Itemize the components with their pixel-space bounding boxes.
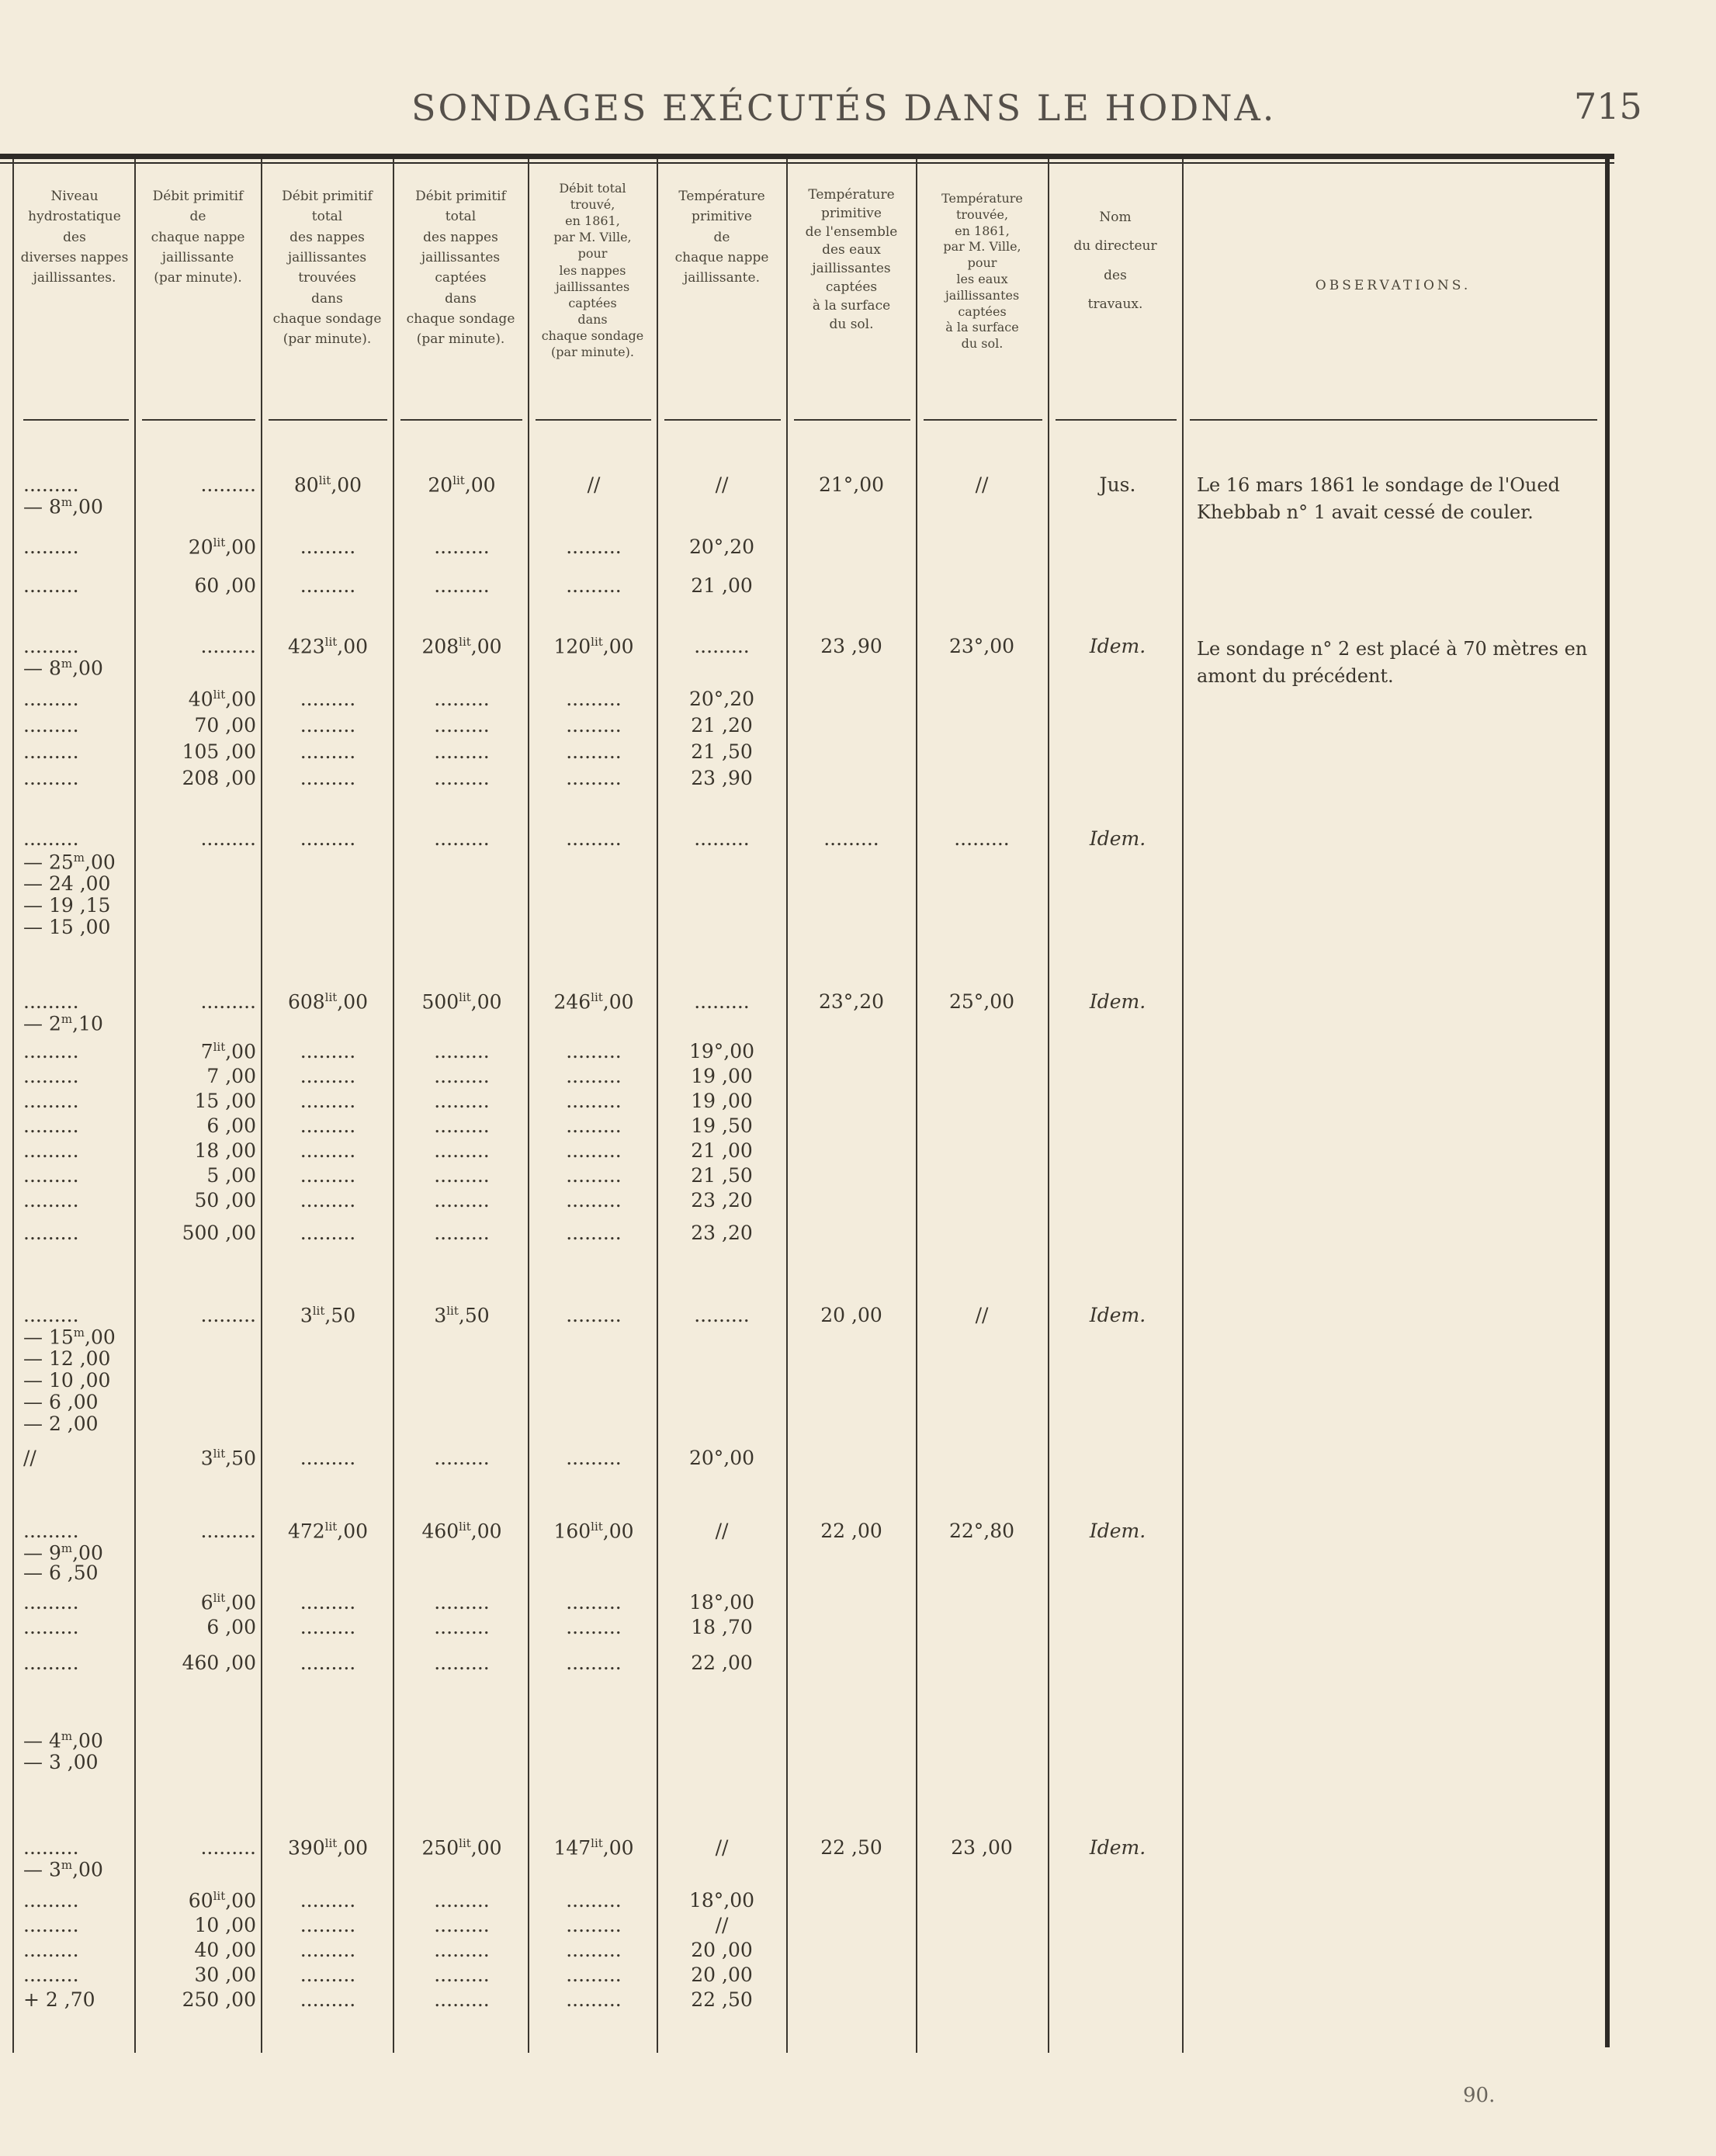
header-temp-ensemble: Température primitive de l'ensemble des eaux jaillissantes captées à la surface du sol. [805,187,898,332]
cell-temp-nappe: 19 ,50 [691,1114,753,1137]
cell-niveau: + 2 ,70 [23,1988,95,2011]
cell-debit-ville: ......... [566,1114,622,1137]
cell-temp-nappe: ......... [694,827,750,850]
cell-niveau: — 6 ,50 [23,1562,99,1584]
cell-niveau: ......... [23,1652,79,1674]
cell-debit-nappe: 5 ,00 [206,1164,256,1187]
cell-debit-ville: ......... [566,827,622,850]
cell-debit-total: ......... [300,1591,356,1614]
table-row [0,1189,1599,1218]
cell-debit-nappe: $6^{lit},00$ [200,1591,256,1614]
cell-temp-nappe: 20°,20 [688,688,755,710]
cell-debit-ville: ......... [566,1189,622,1211]
cell-debit-ville: ......... [566,1889,622,1912]
cell-debit-total: ......... [300,536,356,558]
cell-debit-ville: $147^{lit},00$ [553,1836,634,1860]
cell-debit-ville: ......... [566,740,622,763]
cell-directeur: Idem. [1089,635,1146,657]
footer-mark: 90. [1463,2084,1496,2107]
cell-temp-nappe: 22 ,00 [691,1652,753,1674]
cell-debit-ville: ......... [566,1040,622,1062]
cell-debit-ville: ......... [566,1616,622,1638]
cell-temp-ville: // [975,473,989,496]
cell-debit-total: ......... [300,1939,356,1961]
cell-niveau: ......... [23,1040,79,1062]
cell-niveau: ......... [23,635,79,657]
cell-debit-total: ......... [300,1189,356,1211]
cell-temp-ville: 25°,00 [948,990,1015,1013]
cell-debit-nappe: 500 ,00 [182,1222,256,1244]
header-debit-nappe: Débit primitif de chaque nappe jaillissante (par minute). [151,189,245,286]
cell-niveau: ......... [23,1914,79,1936]
cell-debit-total: $3^{lit},50$ [300,1304,356,1327]
cell-debit-ville: ......... [566,688,622,710]
header-rule [400,419,522,421]
table-row [0,916,1599,945]
cell-debit-captees: $20^{lit},00$ [428,473,496,497]
cell-debit-total: ......... [300,1889,356,1912]
cell-niveau: — 2 ,00 [23,1412,99,1435]
table-row [0,574,1599,604]
cell-temp-nappe: 21 ,00 [691,574,753,597]
cell-niveau: ......... [23,1889,79,1912]
cell-temp-nappe: 21 ,20 [691,714,753,737]
cell-niveau: ......... [23,714,79,737]
cell-temp-ensemble: 20 ,00 [820,1304,882,1326]
cell-debit-total: ......... [300,1114,356,1137]
cell-niveau: — 15 ,00 [23,916,111,938]
cell-temp-nappe: // [715,1914,729,1936]
cell-debit-nappe: 6 ,00 [206,1114,256,1137]
cell-niveau: ......... [23,1591,79,1614]
cell-debit-captees: $3^{lit},50$ [434,1304,490,1327]
cell-debit-nappe: ......... [200,473,256,496]
cell-debit-ville: ......... [566,1652,622,1674]
cell-temp-nappe: ......... [694,1304,750,1326]
page-number: 715 [1574,85,1642,127]
cell-debit-total: $472^{lit},00$ [287,1520,369,1543]
cell-niveau: ......... [23,574,79,597]
cell-debit-nappe: 70 ,00 [194,714,256,737]
cell-debit-nappe: $7^{lit},00$ [200,1040,256,1063]
cell-debit-nappe: $40^{lit},00$ [188,688,256,711]
cell-niveau: — 9$^m$,00 [23,1541,103,1565]
table-row [0,740,1599,770]
cell-temp-nappe: ......... [694,990,750,1013]
cell-debit-captees: ......... [434,1447,490,1469]
cell-niveau: — 8$^m$,00 [23,657,103,680]
cell-niveau: ......... [23,1114,79,1137]
header-rule [269,419,387,421]
cell-debit-nappe: $60^{lit},00$ [188,1889,256,1912]
table-row [0,1447,1599,1476]
cell-debit-ville: ......... [566,1304,622,1326]
cell-temp-nappe: 18 ,70 [691,1616,753,1638]
cell-niveau: — 6 ,00 [23,1391,99,1413]
cell-niveau: — 8$^m$,00 [23,495,103,518]
cell-niveau: — 15$^m$,00 [23,1326,116,1349]
cell-niveau: ......... [23,990,79,1013]
cell-niveau: ......... [23,1222,79,1244]
cell-niveau: ......... [23,1964,79,1986]
cell-debit-captees: $460^{lit},00$ [421,1520,502,1543]
header-temp-nappe: Température primitive de chaque nappe jaillissante. [674,189,769,286]
cell-debit-total: $390^{lit},00$ [287,1836,369,1860]
cell-debit-captees: ......... [434,1616,490,1638]
table-row [0,536,1599,565]
cell-debit-total: ......... [300,1988,356,2011]
cell-debit-captees: ......... [434,740,490,763]
cell-niveau: — 10 ,00 [23,1369,111,1392]
cell-debit-nappe: 7 ,00 [206,1065,256,1087]
frame-right [1605,154,1610,2047]
cell-temp-nappe: 21 ,00 [691,1139,753,1162]
cell-debit-captees: ......... [434,1090,490,1112]
cell-niveau: — 12 ,00 [23,1347,111,1370]
cell-temp-nappe: // [715,473,729,496]
cell-debit-captees: ......... [434,1139,490,1162]
cell-temp-nappe: 20 ,00 [691,1939,753,1961]
cell-debit-ville: ......... [566,1090,622,1112]
cell-niveau: ......... [23,1090,79,1112]
cell-debit-total: ......... [300,714,356,737]
cell-temp-ville: 22°,80 [948,1520,1015,1542]
header-directeur: Nom du directeur des travaux. [1073,210,1157,313]
cell-debit-captees: ......... [434,1189,490,1211]
cell-temp-nappe: 23 ,20 [691,1189,753,1211]
cell-debit-ville: $120^{lit},00$ [553,635,634,658]
cell-niveau: // [23,1447,36,1469]
cell-debit-nappe: 250 ,00 [182,1988,256,2011]
cell-debit-ville: ......... [566,536,622,558]
cell-niveau: ......... [23,1836,79,1859]
cell-temp-ensemble: 22 ,50 [820,1836,882,1859]
cell-debit-ville: ......... [566,1139,622,1162]
cell-debit-nappe: 460 ,00 [182,1652,256,1674]
cell-debit-total: ......... [300,1065,356,1087]
header-observations: OBSERVATIONS. [1315,278,1472,293]
cell-directeur: Idem. [1089,1520,1146,1542]
table-row [0,767,1599,796]
cell-temp-nappe: 20 ,00 [691,1964,753,1986]
cell-debit-total: ......... [300,827,356,850]
table-row [0,1652,1599,1681]
cell-debit-total: ......... [300,1447,356,1469]
cell-debit-captees: ......... [434,1914,490,1936]
cell-debit-ville: ......... [566,1065,622,1087]
cell-temp-nappe: // [715,1836,729,1859]
cell-temp-nappe: 19 ,00 [691,1065,753,1087]
top-rule-thick [0,154,1614,159]
cell-temp-nappe: 18°,00 [688,1591,755,1614]
cell-temp-ville: ......... [954,827,1010,850]
cell-debit-ville: // [587,473,601,496]
header-niveau: Niveau hydrostatique des diverses nappes jaillissantes. [20,189,129,286]
table-row [0,1012,1599,1042]
page-title: SONDAGES EXÉCUTÉS DANS LE HODNA. [411,87,1277,129]
observation-text: Le sondage n° 2 est placé à 70 mètres en amont du précédent. [1197,638,1588,687]
cell-directeur: Jus. [1099,473,1136,496]
cell-temp-nappe: 21 ,50 [691,1164,753,1187]
cell-temp-nappe: 22 ,50 [691,1988,753,2011]
cell-debit-total: ......... [300,1964,356,1986]
cell-debit-ville: ......... [566,767,622,789]
cell-debit-ville: ......... [566,714,622,737]
cell-debit-ville: ......... [566,1914,622,1936]
cell-niveau: — 3$^m$,00 [23,1858,103,1881]
cell-debit-captees: ......... [434,1164,490,1187]
cell-debit-captees: ......... [434,688,490,710]
cell-debit-total: ......... [300,767,356,789]
cell-temp-ville: // [975,1304,989,1326]
cell-debit-captees: ......... [434,1652,490,1674]
cell-debit-ville: $160^{lit},00$ [553,1520,634,1543]
cell-niveau: ......... [23,1520,79,1542]
cell-directeur: Idem. [1089,827,1146,850]
cell-temp-nappe: // [715,1520,729,1542]
table-row [0,1222,1599,1251]
cell-temp-nappe: 19 ,00 [691,1090,753,1112]
cell-temp-nappe: 20°,00 [688,1447,755,1469]
cell-debit-captees: ......... [434,1040,490,1062]
cell-debit-total: ......... [300,1164,356,1187]
cell-debit-nappe: $3^{lit},50$ [200,1447,256,1470]
cell-debit-total: ......... [300,688,356,710]
cell-debit-captees: ......... [434,767,490,789]
cell-niveau: ......... [23,1065,79,1087]
cell-debit-captees: ......... [434,827,490,850]
cell-debit-ville: ......... [566,1939,622,1961]
cell-debit-total: ......... [300,1652,356,1674]
cell-debit-total: ......... [300,574,356,597]
cell-directeur: Idem. [1089,1836,1146,1859]
cell-niveau: ......... [23,1164,79,1187]
observation-text: Le 16 mars 1861 le sondage de l'Oued Khebbab n° 1 avait cessé de couler. [1197,474,1560,523]
cell-temp-nappe: 21 ,50 [691,740,753,763]
cell-debit-nappe: 10 ,00 [194,1914,256,1936]
cell-niveau: ......... [23,688,79,710]
cell-temp-ensemble: 22 ,00 [820,1520,882,1542]
cell-niveau: — 4$^m$,00 [23,1729,103,1752]
cell-debit-total: ......... [300,1040,356,1062]
cell-niveau: ......... [23,1189,79,1211]
cell-niveau: ......... [23,473,79,496]
table-row [0,714,1599,744]
cell-temp-ensemble: 23°,20 [818,990,885,1013]
header-debit-total-sondage: Débit primitif total des nappes jaillissantes trouvées dans chaque sondage (par minute). [272,189,382,348]
cell-debit-nappe: 15 ,00 [194,1090,256,1112]
cell-debit-nappe: ......... [200,827,256,850]
cell-debit-nappe: 60 ,00 [194,574,256,597]
cell-niveau: ......... [23,536,79,558]
cell-debit-total: ......... [300,740,356,763]
cell-niveau: ......... [23,767,79,789]
cell-debit-ville: ......... [566,1988,622,2011]
cell-temp-nappe: 23 ,90 [691,767,753,789]
cell-debit-nappe: ......... [200,1304,256,1326]
cell-temp-nappe: 23 ,20 [691,1222,753,1244]
cell-debit-captees: ......... [434,1988,490,2011]
cell-niveau: — 19 ,15 [23,894,111,917]
cell-debit-ville: ......... [566,1591,622,1614]
table-row [0,688,1599,717]
header-rule [664,419,781,421]
cell-temp-nappe: 20°,20 [688,536,755,558]
cell-debit-ville: ......... [566,574,622,597]
cell-debit-nappe: 18 ,00 [194,1139,256,1162]
cell-niveau: — 25$^m$,00 [23,851,116,874]
cell-debit-nappe: 40 ,00 [194,1939,256,1961]
cell-temp-ensemble: ......... [823,827,879,850]
cell-debit-total: $608^{lit},00$ [287,990,369,1014]
cell-debit-captees: $500^{lit},00$ [421,990,502,1014]
cell-debit-captees: ......... [434,1964,490,1986]
cell-niveau: — 3 ,00 [23,1751,99,1773]
header-rule [142,419,255,421]
cell-debit-ville: ......... [566,1164,622,1187]
cell-temp-ville: 23°,00 [948,635,1015,657]
cell-temp-nappe: 18°,00 [688,1889,755,1912]
cell-debit-captees: ......... [434,714,490,737]
cell-debit-nappe: 6 ,00 [206,1616,256,1638]
cell-debit-nappe: 208 ,00 [182,767,256,789]
cell-niveau: ......... [23,1304,79,1326]
table-row [0,1616,1599,1645]
cell-debit-captees: ......... [434,1939,490,1961]
cell-debit-nappe: ......... [200,990,256,1013]
cell-debit-captees: ......... [434,1065,490,1087]
cell-debit-captees: ......... [434,1222,490,1244]
cell-debit-captees: ......... [434,574,490,597]
cell-directeur: Idem. [1089,990,1146,1013]
cell-niveau: ......... [23,1939,79,1961]
header-rule [23,419,129,421]
cell-debit-captees: $250^{lit},00$ [421,1836,502,1860]
cell-temp-nappe: ......... [694,635,750,657]
cell-debit-captees: ......... [434,1889,490,1912]
cell-niveau: ......... [23,827,79,850]
cell-debit-ville: ......... [566,1447,622,1469]
cell-temp-ensemble: 21°,00 [818,473,885,496]
cell-debit-ville: ......... [566,1222,622,1244]
cell-niveau: ......... [23,740,79,763]
cell-debit-captees: ......... [434,1114,490,1137]
cell-debit-total: ......... [300,1090,356,1112]
cell-niveau: — 24 ,00 [23,872,111,895]
cell-debit-captees: ......... [434,1591,490,1614]
cell-debit-total: ......... [300,1139,356,1162]
cell-debit-nappe: ......... [200,1520,256,1542]
cell-debit-nappe: 105 ,00 [182,740,256,763]
cell-debit-total: ......... [300,1914,356,1936]
table-row [0,1412,1599,1442]
cell-debit-ville: ......... [566,1964,622,1986]
cell-debit-nappe: $20^{lit},00$ [188,536,256,559]
table-row [0,1858,1599,1887]
cell-debit-nappe: 50 ,00 [194,1189,256,1211]
header-debit-ville: Débit total trouvé, en 1861, par M. Ville, pour les nappes jaillissantes captées dans chaque sondage (par minute). [541,181,644,360]
cell-niveau: ......... [23,1616,79,1638]
cell-debit-total: $80^{lit},00$ [293,473,362,497]
cell-niveau: — 2$^m$,10 [23,1012,103,1035]
header-rule [794,419,910,421]
top-rule-thin [0,162,1614,164]
cell-debit-captees: ......... [434,536,490,558]
cell-debit-total: ......... [300,1222,356,1244]
cell-temp-ville: 23 ,00 [951,1836,1013,1859]
cell-temp-ensemble: 23 ,90 [820,635,882,657]
cell-debit-nappe: ......... [200,1836,256,1859]
header-temp-ville: Température trouvée, en 1861, par M. Ville, pour les eaux jaillissantes captées à la surface du sol. [941,191,1023,352]
cell-debit-total: $423^{lit},00$ [287,635,369,658]
table-row [0,1751,1599,1780]
table-row [0,1988,1599,2018]
cell-niveau: ......... [23,1139,79,1162]
cell-directeur: Idem. [1089,1304,1146,1326]
cell-debit-nappe: ......... [200,635,256,657]
cell-debit-nappe: 30 ,00 [194,1964,256,1986]
cell-debit-total: ......... [300,1616,356,1638]
header-rule [536,419,651,421]
table-row [0,1562,1599,1591]
header-debit-total-captees: Débit primitif total des nappes jaillissantes captées dans chaque sondage (par minute). [406,189,515,348]
cell-temp-nappe: 19°,00 [688,1040,755,1062]
cell-debit-captees: $208^{lit},00$ [421,635,502,658]
cell-debit-ville: $246^{lit},00$ [553,990,634,1014]
